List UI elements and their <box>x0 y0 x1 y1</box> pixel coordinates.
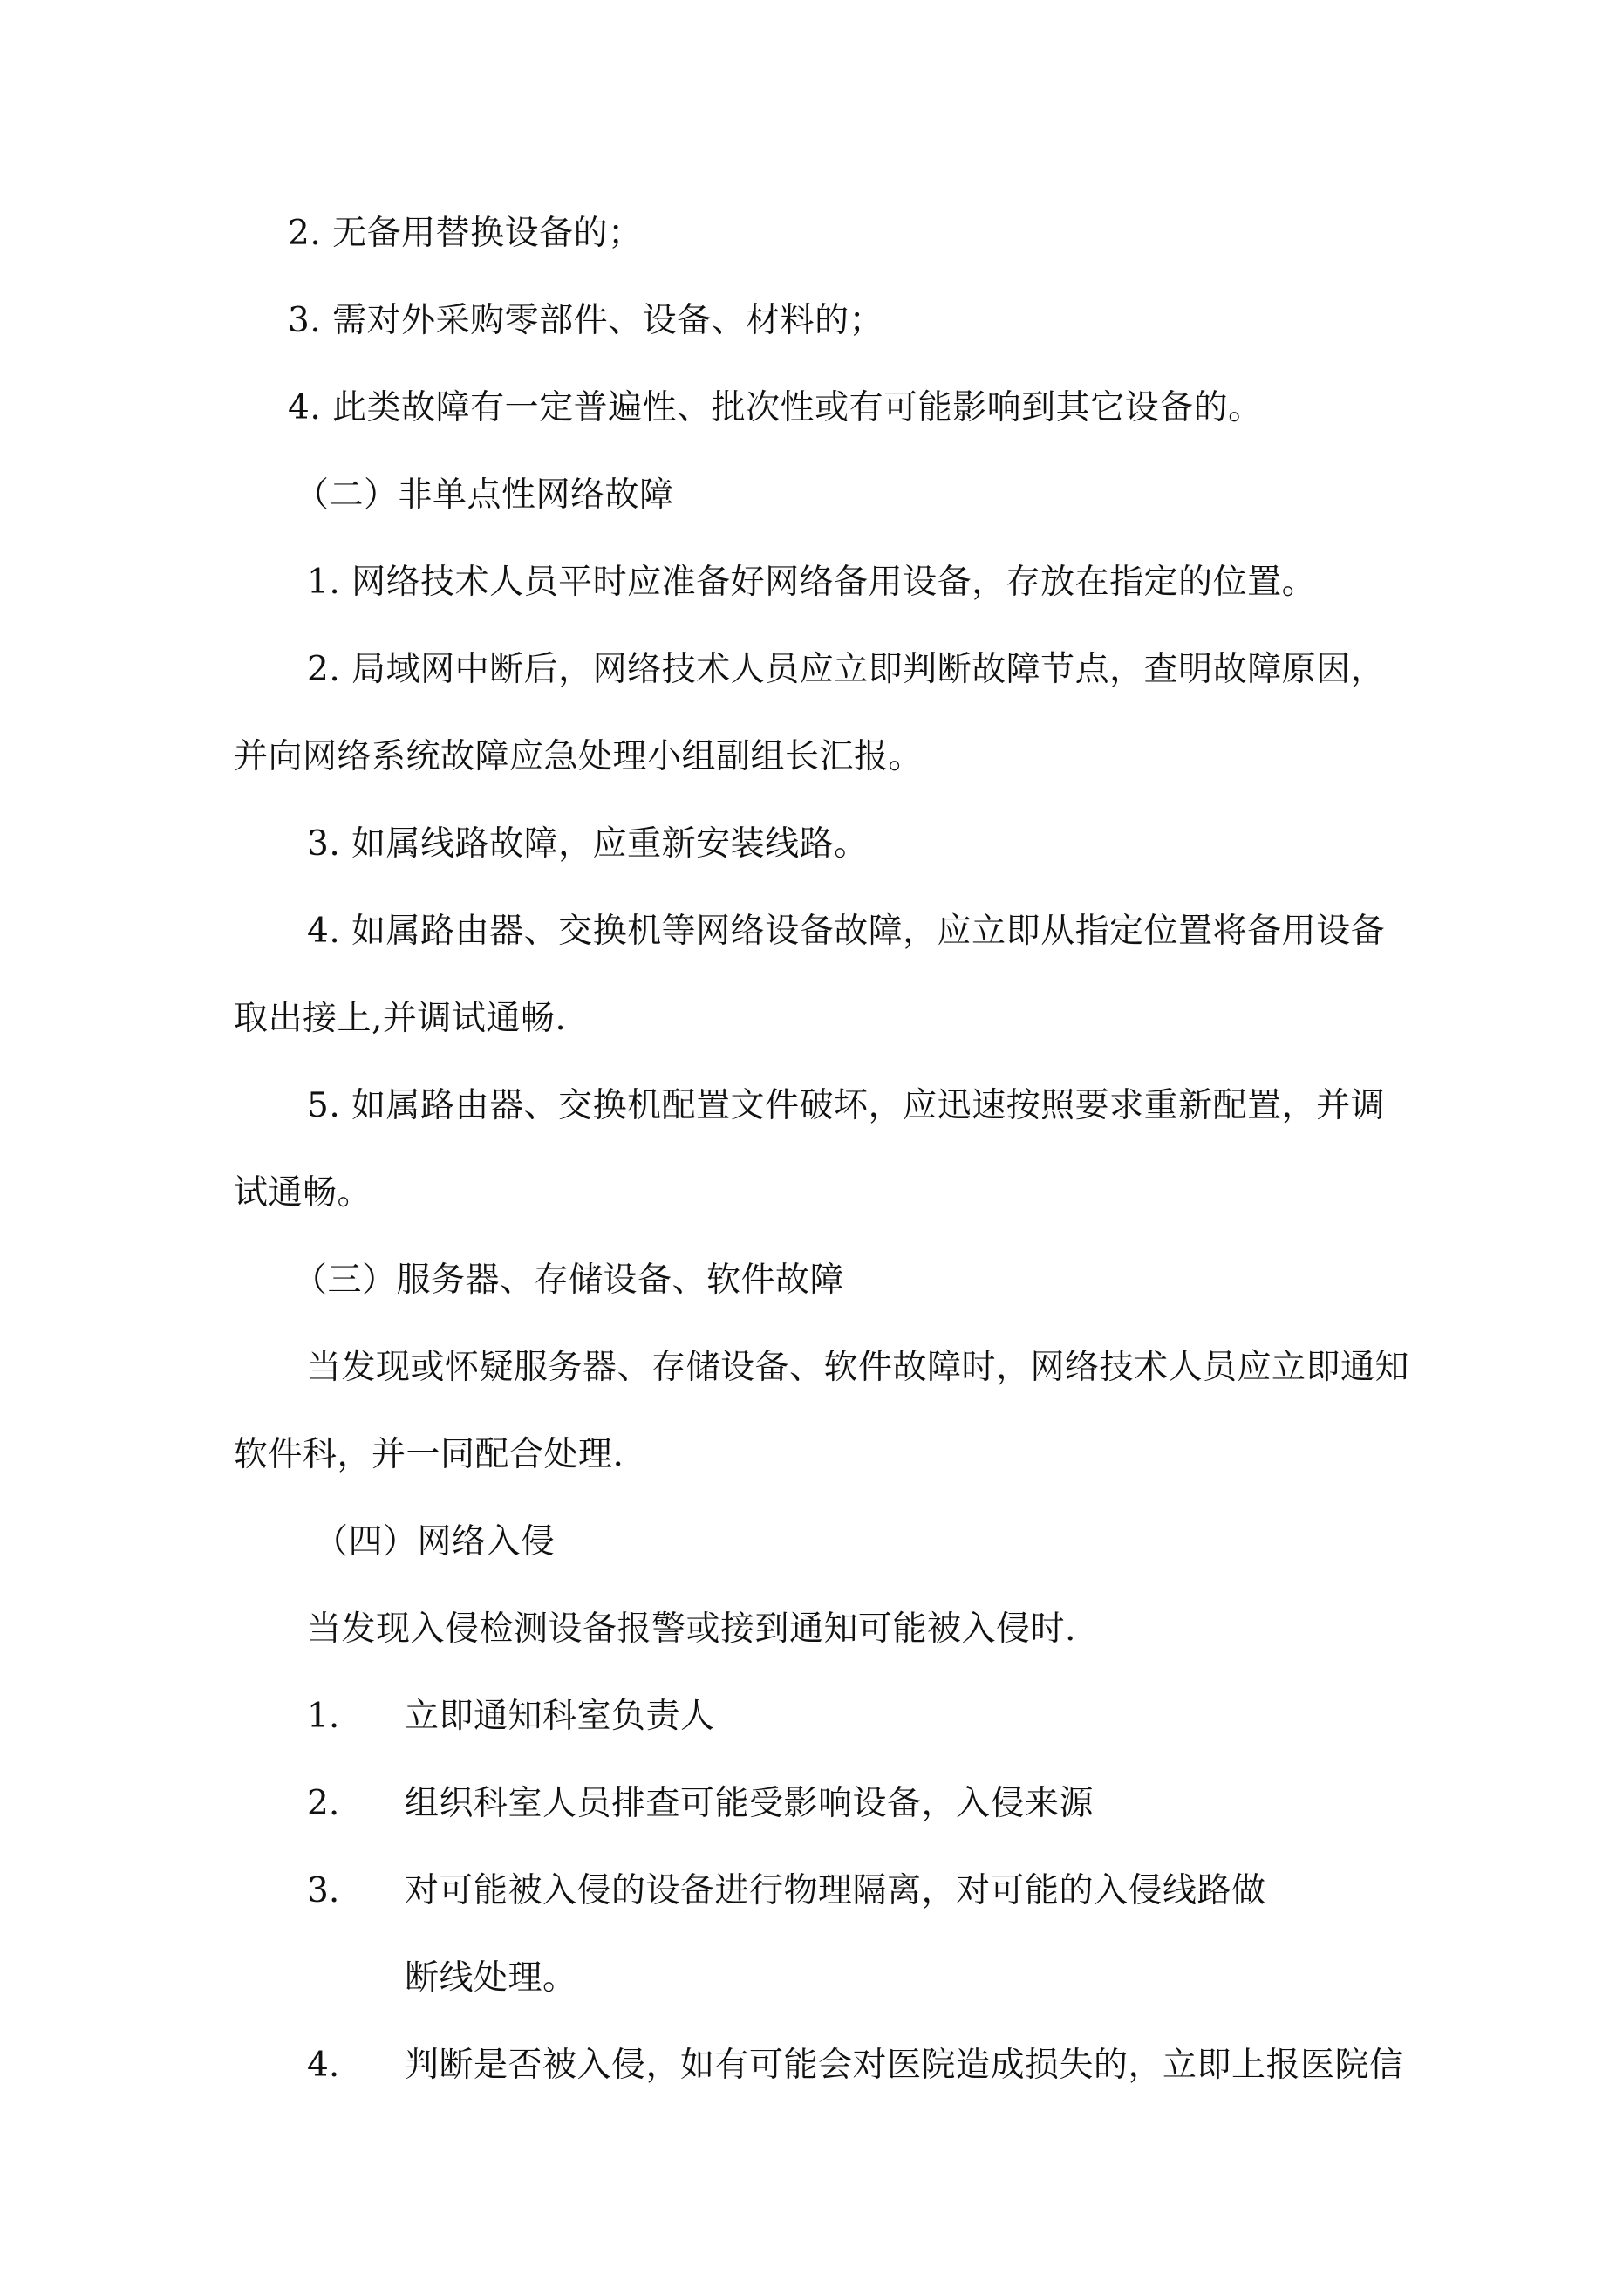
list-item-number: 1. <box>307 1697 340 1736</box>
paragraph-line: 并向网络系统故障应急处理小组副组长汇报。 <box>234 737 924 776</box>
paragraph-line: 2. 局域网中断后，网络技术人员应立即判断故障节点，查明故障原因， <box>307 650 1386 689</box>
section-heading: （二）非单点性网络故障 <box>295 475 674 515</box>
list-item-continuation: 断线处理。 <box>405 1958 577 1998</box>
list-item-number: 2. <box>307 1784 340 1823</box>
section-heading: （四）网络入侵 <box>314 1522 556 1561</box>
paragraph-line: 5. 如属路由器、交换机配置文件破坏，应迅速按照要求重新配置，并调 <box>307 1086 1386 1125</box>
paragraph-line: 3. 如属线路故障，应重新安装线路。 <box>307 824 869 864</box>
paragraph-line: 当发现或怀疑服务器、存储设备、软件故障时，网络技术人员应立即通知 <box>307 1348 1410 1387</box>
paragraph-line: 3. 需对外采购零部件、设备、材料的； <box>288 301 884 340</box>
list-item-number: 3. <box>307 1871 340 1910</box>
list-item-number: 4. <box>307 2046 340 2085</box>
paragraph-line: 4. 如属路由器、交换机等网络设备故障，应立即从指定位置将备用设备 <box>307 912 1386 951</box>
paragraph-line: 试通畅。 <box>234 1173 372 1213</box>
paragraph-line: 4. 此类故障有一定普遍性、批次性或有可能影响到其它设备的。 <box>288 388 1263 427</box>
paragraph-line: 1. 网络技术人员平时应准备好网络备用设备，存放在指定的位置。 <box>307 563 1317 602</box>
paragraph-line: 当发现入侵检测设备报警或接到通知可能被入侵时. <box>307 1609 1076 1649</box>
list-item-text: 判断是否被入侵，如有可能会对医院造成损失的，立即上报医院信 <box>405 2046 1404 2085</box>
paragraph-line: 取出接上,并调试通畅. <box>234 999 567 1038</box>
section-heading: （三）服务器、存储设备、软件故障 <box>293 1261 845 1300</box>
list-item-text: 对可能被入侵的设备进行物理隔离，对可能的入侵线路做 <box>405 1871 1266 1910</box>
list-item-text: 组织科室人员排查可能受影响设备，入侵来源 <box>405 1784 1095 1823</box>
paragraph-line: 软件科，并一同配合处理. <box>234 1435 624 1474</box>
paragraph-line: 2. 无备用替换设备的； <box>288 214 643 253</box>
list-item-text: 立即通知科室负责人 <box>405 1697 715 1736</box>
